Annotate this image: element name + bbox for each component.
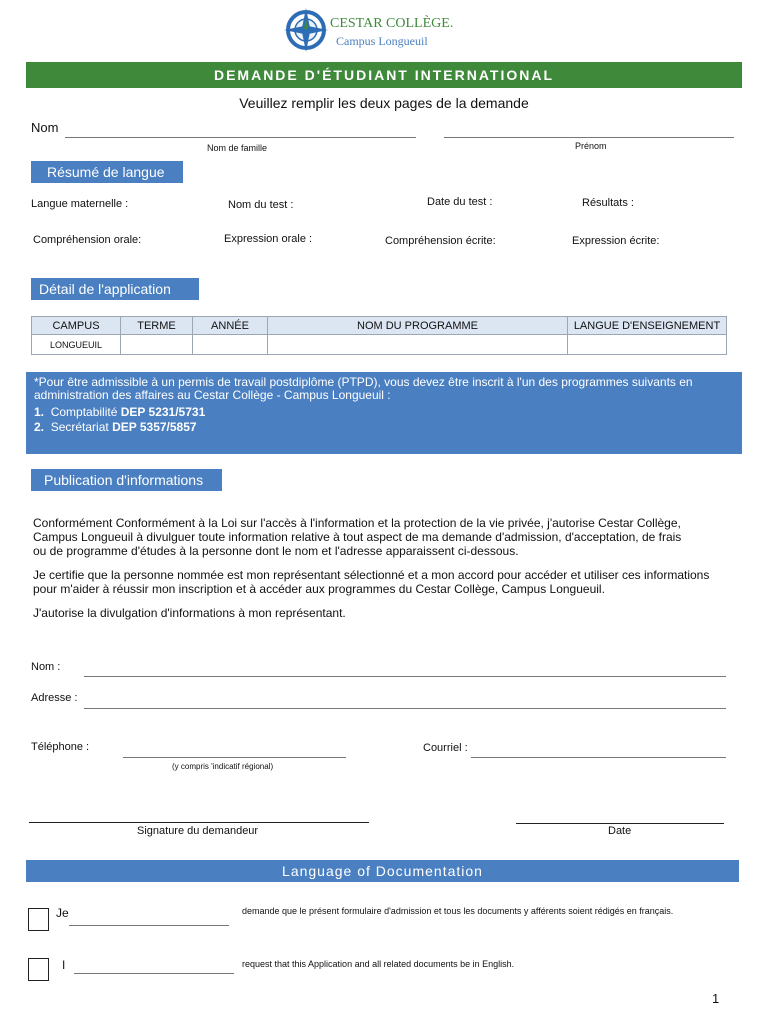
- written-comprehension-label: Compréhension écrite:: [385, 235, 496, 247]
- name-label: Nom: [31, 120, 59, 135]
- date-line[interactable]: [516, 823, 724, 824]
- documentation-heading: Language of Documentation: [26, 860, 739, 882]
- test-name-label: Nom du test :: [228, 199, 294, 211]
- ptpd-program-1: [34, 405, 734, 420]
- first-name-caption: Prénom: [575, 141, 607, 151]
- ptpd-program-2: [34, 420, 734, 435]
- signature-line[interactable]: [29, 822, 369, 823]
- rep-email-label: Courriel :: [423, 742, 468, 754]
- column-header-term: TERME: [121, 317, 193, 335]
- table-row: [32, 335, 727, 355]
- rep-phone-caption: (y compris 'indicatif régional): [172, 762, 274, 771]
- first-name-field[interactable]: [444, 137, 734, 138]
- test-date-label: Date du test :: [427, 196, 493, 208]
- signature-caption: Signature du demandeur: [137, 825, 259, 837]
- written-expression-label: Expression écrite:: [572, 235, 660, 247]
- rep-email-field[interactable]: [471, 757, 726, 758]
- french-name-field[interactable]: [69, 925, 229, 926]
- rep-address-label: Adresse :: [31, 692, 78, 704]
- program-code: DEP 5357/5857: [112, 420, 197, 434]
- year-cell[interactable]: [193, 335, 268, 355]
- column-header-teaching-language: LANGUE D'ENSEIGNEMENT: [568, 317, 727, 335]
- campus-cell: LONGUEUIL: [32, 335, 121, 355]
- ptpd-notice: [26, 372, 742, 454]
- program-name-cell[interactable]: [268, 335, 568, 355]
- teaching-language-cell[interactable]: [568, 335, 727, 355]
- ptpd-notice-text: *Pour être admissible à un permis de travail postdiplôme (PTPD), vous devez être inscrit à l'un des programmes suivants en administration des affaires au Cestar Collège - Campus Longueuil :: [34, 375, 693, 402]
- application-detail-heading: Détail de l'application: [31, 278, 199, 300]
- mother-tongue-label: Langue maternelle :: [31, 198, 129, 210]
- logo-name: CESTAR COLLÈGE.: [330, 16, 454, 31]
- program-code: DEP 5231/5731: [120, 405, 206, 419]
- language-summary-heading: Résumé de langue: [31, 161, 183, 183]
- column-header-year: ANNÉE: [193, 317, 268, 335]
- form-title: DEMANDE D'ÉTUDIANT INTERNATIONAL: [26, 62, 742, 88]
- rep-phone-label: Téléphone :: [31, 741, 90, 753]
- program-name: Secrétariat: [50, 420, 109, 434]
- publication-paragraph-2: Je certifie que la personne nommée est mon représentant sélectionné et a mon accord pour accéder et utiliser ces informations pour m'aider à réussir mon inscription et à accéder aux programmes du Cestar Collège, Campus Longueuil.: [33, 568, 710, 596]
- column-header-program-name: NOM DU PROGRAMME: [268, 317, 568, 335]
- column-header-campus: CAMPUS: [32, 317, 121, 335]
- rep-name-field[interactable]: [84, 676, 726, 677]
- program-name: Comptabilité: [50, 405, 118, 419]
- oral-comprehension-label: Compréhension orale:: [33, 234, 142, 246]
- last-name-caption: Nom de famille: [207, 143, 268, 153]
- rep-address-field[interactable]: [84, 708, 726, 709]
- term-cell[interactable]: [121, 335, 193, 355]
- english-name-field[interactable]: [74, 973, 234, 974]
- rep-phone-field[interactable]: [123, 757, 346, 758]
- intro-text: Veuillez remplir les deux pages de la demande: [239, 95, 529, 111]
- compass-emblem-icon: [284, 6, 328, 54]
- program-number: 2.: [34, 420, 45, 434]
- date-caption: Date: [608, 825, 632, 837]
- logo-subname: Campus Longueuil: [336, 34, 428, 48]
- oral-expression-label: Expression orale :: [224, 233, 313, 245]
- publication-heading: Publication d'informations: [31, 469, 222, 491]
- french-checkbox[interactable]: [28, 908, 49, 931]
- publication-paragraph-3: J'autorise la divulgation d'informations à mon représentant.: [33, 606, 346, 620]
- application-table: [31, 316, 727, 355]
- last-name-field[interactable]: [65, 137, 416, 138]
- english-checkbox[interactable]: [28, 958, 49, 981]
- rep-name-label: Nom :: [31, 661, 61, 673]
- french-label: Je: [56, 906, 69, 920]
- french-request-text: demande que le présent formulaire d'admission et tous les documents y afférents soient rédigés en français.: [242, 906, 674, 916]
- english-label: I: [62, 958, 66, 972]
- page-number: 1: [712, 991, 720, 1006]
- publication-paragraph-1: Conformément Conformément à la Loi sur l'accès à l'information et la protection de la vie privée, j'autorise Cestar Collège, Campus Longueuil à divulguer toute information relative à tout aspect de ma demande d'admission, d'acceptation, de frais ou de programme d'études à la personne dont le nom et l'adresse apparaissent ci-dessous.: [33, 516, 682, 558]
- logo: [284, 6, 464, 54]
- english-request-text: request that this Application and all related documents be in English.: [242, 959, 515, 969]
- program-number: 1.: [34, 405, 45, 419]
- results-label: Résultats :: [582, 197, 634, 209]
